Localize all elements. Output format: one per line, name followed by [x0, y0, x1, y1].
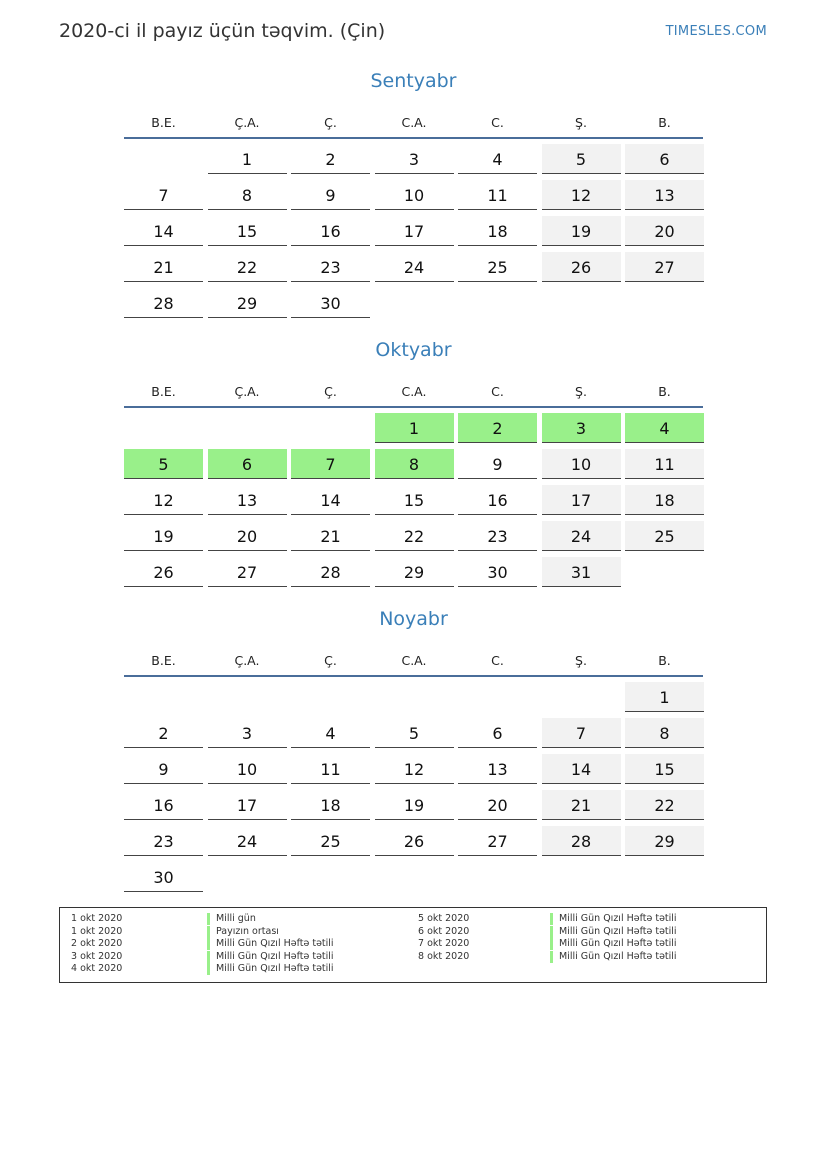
- day-cell[interactable]: 2: [124, 718, 203, 748]
- legend-date: 6 okt 2020: [418, 925, 470, 937]
- holiday-legend: [59, 907, 767, 983]
- day-cell[interactable]: 1: [375, 413, 454, 443]
- day-cell[interactable]: 26: [542, 252, 621, 282]
- day-cell[interactable]: 29: [208, 288, 287, 318]
- day-cell[interactable]: 6: [625, 144, 704, 174]
- day-cell[interactable]: 13: [625, 180, 704, 210]
- day-cell[interactable]: 12: [124, 485, 203, 515]
- day-cell[interactable]: 26: [375, 826, 454, 856]
- brand-link[interactable]: TIMESLES.COM: [665, 24, 767, 39]
- header-divider: [124, 137, 703, 139]
- day-cell[interactable]: 16: [458, 485, 537, 515]
- day-cell[interactable]: 6: [208, 449, 287, 479]
- day-cell[interactable]: 14: [124, 216, 203, 246]
- weekday-header: [124, 115, 703, 135]
- day-cell[interactable]: 4: [291, 718, 370, 748]
- weekday-label: Ş.: [575, 384, 587, 399]
- day-cell[interactable]: 17: [542, 485, 621, 515]
- day-cell[interactable]: 15: [625, 754, 704, 784]
- day-cell[interactable]: 19: [124, 521, 203, 551]
- day-cell[interactable]: 12: [375, 754, 454, 784]
- day-cell[interactable]: 17: [375, 216, 454, 246]
- day-cell[interactable]: 16: [124, 790, 203, 820]
- day-cell[interactable]: 12: [542, 180, 621, 210]
- weekday-label: C.: [491, 384, 504, 399]
- day-cell[interactable]: 6: [458, 718, 537, 748]
- weekday-label: C.: [491, 653, 504, 668]
- month-title: Noyabr: [379, 608, 448, 630]
- day-cell[interactable]: 4: [625, 413, 704, 443]
- legend-date: 1 okt 2020: [71, 913, 123, 924]
- weekday-header: [124, 384, 703, 404]
- day-cell[interactable]: 23: [124, 826, 203, 856]
- day-cell[interactable]: 8: [625, 718, 704, 748]
- weekday-label: B.: [658, 653, 671, 668]
- legend-holiday-name: Milli Gün Qızıl Həftə tətili: [207, 938, 334, 950]
- day-cell[interactable]: 19: [542, 216, 621, 246]
- legend-holiday-name: Milli Gün Qızıl Həftə tətili: [550, 913, 677, 925]
- legend-holiday-name: Milli Gün Qızıl Həftə tətili: [207, 951, 334, 963]
- day-cell[interactable]: 7: [124, 180, 203, 210]
- day-cell[interactable]: 16: [291, 216, 370, 246]
- day-cell[interactable]: 21: [124, 252, 203, 282]
- day-cell[interactable]: 25: [458, 252, 537, 282]
- weekday-label: B.: [658, 384, 671, 399]
- day-cell[interactable]: 20: [208, 521, 287, 551]
- weekday-label: C.A.: [401, 384, 427, 399]
- day-cell[interactable]: 24: [208, 826, 287, 856]
- day-cell[interactable]: 14: [542, 754, 621, 784]
- header-divider: [124, 675, 703, 677]
- day-cell[interactable]: 10: [542, 449, 621, 479]
- day-cell[interactable]: 26: [124, 557, 203, 587]
- weekday-label: C.A.: [401, 115, 427, 130]
- day-cell[interactable]: 31: [542, 557, 621, 587]
- page-title: 2020-ci il payız üçün təqvim. (Çin): [59, 20, 386, 42]
- weekday-label: Ç.A.: [234, 653, 260, 668]
- day-cell[interactable]: 29: [375, 557, 454, 587]
- legend-holiday-name: Milli Gün Qızıl Həftə tətili: [207, 963, 334, 975]
- weekday-header: [124, 653, 703, 673]
- day-cell[interactable]: 27: [625, 252, 704, 282]
- day-cell[interactable]: 9: [458, 449, 537, 479]
- day-cell[interactable]: 30: [124, 862, 203, 892]
- day-cell[interactable]: 27: [208, 557, 287, 587]
- day-cell[interactable]: 28: [124, 288, 203, 318]
- legend-holiday-name: Milli Gün Qızıl Həftə tətili: [550, 951, 677, 963]
- day-cell[interactable]: 5: [375, 718, 454, 748]
- weekday-label: Ç.: [324, 653, 337, 668]
- legend-date: 1 okt 2020: [71, 925, 123, 937]
- day-cell[interactable]: 4: [458, 144, 537, 174]
- day-cell[interactable]: 13: [208, 485, 287, 515]
- legend-date: 2 okt 2020: [71, 938, 123, 949]
- day-cell[interactable]: 21: [291, 521, 370, 551]
- day-cell[interactable]: 19: [375, 790, 454, 820]
- weekday-label: B.: [658, 115, 671, 130]
- day-cell[interactable]: 3: [542, 413, 621, 443]
- day-cell[interactable]: 20: [458, 790, 537, 820]
- day-cell[interactable]: 13: [458, 754, 537, 784]
- weekday-label: Ş.: [575, 653, 587, 668]
- day-cell[interactable]: 8: [208, 180, 287, 210]
- weekday-label: Ç.: [324, 115, 337, 130]
- day-cell[interactable]: 24: [375, 252, 454, 282]
- day-cell[interactable]: 10: [208, 754, 287, 784]
- day-cell[interactable]: 10: [375, 180, 454, 210]
- day-cell[interactable]: 25: [291, 826, 370, 856]
- legend-date: 4 okt 2020: [71, 963, 123, 974]
- day-cell[interactable]: 3: [208, 718, 287, 748]
- day-cell[interactable]: 21: [542, 790, 621, 820]
- day-cell[interactable]: 11: [625, 449, 704, 479]
- day-cell[interactable]: 7: [291, 449, 370, 479]
- day-cell[interactable]: 23: [291, 252, 370, 282]
- day-cell[interactable]: 18: [291, 790, 370, 820]
- day-cell[interactable]: 17: [208, 790, 287, 820]
- weekday-label: Ç.: [324, 384, 337, 399]
- day-cell[interactable]: 2: [458, 413, 537, 443]
- day-cell[interactable]: 2: [291, 144, 370, 174]
- day-cell[interactable]: 3: [375, 144, 454, 174]
- legend-date: 7 okt 2020: [418, 938, 470, 949]
- day-cell[interactable]: 22: [625, 790, 704, 820]
- day-cell[interactable]: 15: [375, 485, 454, 515]
- day-cell[interactable]: 14: [291, 485, 370, 515]
- day-cell[interactable]: 9: [291, 180, 370, 210]
- weekday-label: Ç.A.: [234, 115, 260, 130]
- header-divider: [124, 406, 703, 408]
- day-cell[interactable]: 15: [208, 216, 287, 246]
- legend-holiday-name: Milli gün: [207, 913, 256, 925]
- weekday-label: C.A.: [401, 653, 427, 668]
- day-cell[interactable]: 1: [625, 682, 704, 712]
- day-cell[interactable]: 30: [291, 288, 370, 318]
- weekday-label: Ş.: [575, 115, 587, 130]
- month-title: Oktyabr: [375, 339, 452, 361]
- day-cell[interactable]: 18: [625, 485, 704, 515]
- weekday-label: B.E.: [151, 384, 176, 399]
- day-cell[interactable]: 1: [208, 144, 287, 174]
- day-cell[interactable]: 23: [458, 521, 537, 551]
- legend-date: 3 okt 2020: [71, 950, 123, 962]
- day-cell[interactable]: 27: [458, 826, 537, 856]
- weekday-label: B.E.: [151, 653, 176, 668]
- day-cell[interactable]: 9: [124, 754, 203, 784]
- day-cell[interactable]: 8: [375, 449, 454, 479]
- legend-date: 5 okt 2020: [418, 913, 470, 924]
- day-cell[interactable]: 24: [542, 521, 621, 551]
- day-cell[interactable]: 29: [625, 826, 704, 856]
- day-cell[interactable]: 30: [458, 557, 537, 587]
- day-cell[interactable]: 18: [458, 216, 537, 246]
- day-cell[interactable]: 22: [375, 521, 454, 551]
- legend-holiday-name: Payızın ortası: [207, 926, 279, 938]
- day-cell[interactable]: 11: [291, 754, 370, 784]
- month-title: Sentyabr: [370, 70, 457, 92]
- legend-date: 8 okt 2020: [418, 950, 470, 962]
- legend-holiday-name: Milli Gün Qızıl Həftə tətili: [550, 938, 677, 950]
- weekday-label: C.: [491, 115, 504, 130]
- weekday-label: Ç.A.: [234, 384, 260, 399]
- day-cell[interactable]: 5: [124, 449, 203, 479]
- weekday-label: B.E.: [151, 115, 176, 130]
- day-cell[interactable]: 28: [542, 826, 621, 856]
- day-cell[interactable]: 7: [542, 718, 621, 748]
- day-cell[interactable]: 25: [625, 521, 704, 551]
- day-cell[interactable]: 20: [625, 216, 704, 246]
- day-cell[interactable]: 5: [542, 144, 621, 174]
- day-cell[interactable]: 28: [291, 557, 370, 587]
- day-cell[interactable]: 11: [458, 180, 537, 210]
- day-cell[interactable]: 22: [208, 252, 287, 282]
- legend-holiday-name: Milli Gün Qızıl Həftə tətili: [550, 926, 677, 938]
